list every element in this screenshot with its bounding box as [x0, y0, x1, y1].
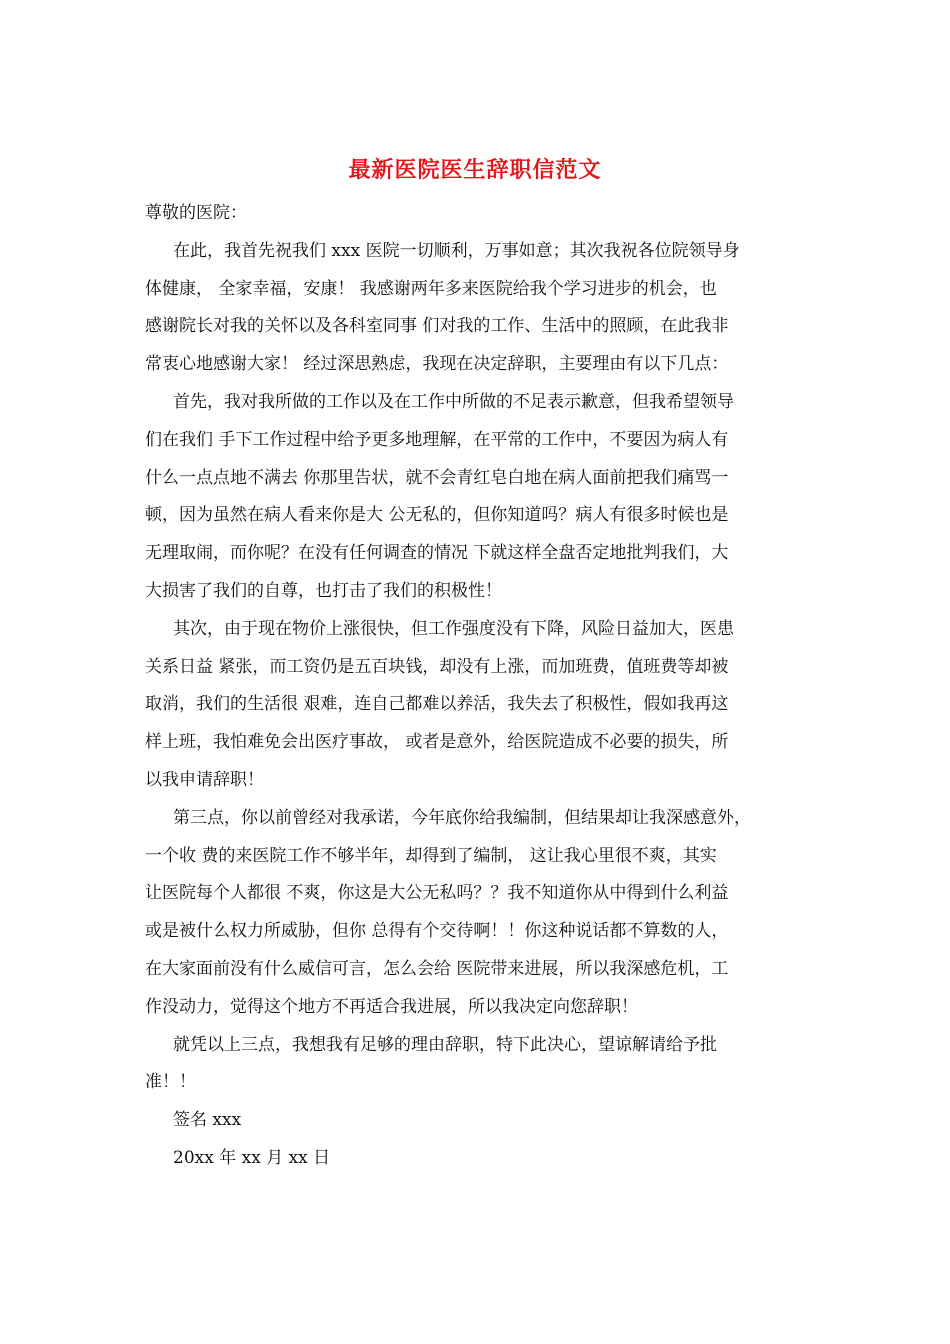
paragraph-line: 常衷心地感谢大家！ 经过深思熟虑，我现在决定辞职，主要理由有以下几点：	[145, 354, 729, 375]
paragraph-line: 第三点，你以前曾经对我承诺，今年底你给我编制，但结果却让我深感意外，	[173, 807, 751, 828]
paragraph-line: 体健康， 全家幸福，安康！ 我感谢两年多来医院给我个学习进步的机会，也	[145, 278, 717, 299]
paragraph-line: 让医院每个人都很 不爽，你这是大公无私吗？？我不知道你从中得到什么利益	[145, 883, 729, 904]
paragraph-line: 以我申请辞职！	[145, 769, 264, 790]
paragraph-line: 首先，我对我所做的工作以及在工作中所做的不足表示歉意，但我希望领导	[173, 391, 734, 412]
document-title: 最新医院医生辞职信范文	[348, 157, 602, 183]
paragraph-line: 大损害了我们的自尊，也打击了我们的积极性！	[145, 580, 502, 601]
paragraph-line: 什么一点点地不满去 你那里告状，就不会青红皂白地在病人面前把我们痛骂一	[145, 467, 729, 488]
salutation: 尊敬的医院：	[145, 203, 247, 223]
signature: 签名 xxx	[173, 1110, 242, 1131]
paragraph-line: 或是被什么权力所威胁，但你 总得有个交待啊！！你这种说话都不算数的人，	[145, 921, 729, 942]
paragraph-line: 感谢院长对我的关怀以及各科室同事 们对我的工作、生活中的照顾，在此我非	[145, 316, 729, 337]
paragraph-line: 关系日益 紧张，而工资仍是五百块钱，却没有上涨，而加班费，值班费等却被	[145, 656, 729, 677]
paragraph-line: 顿，因为虽然在病人看来你是大 公无私的，但你知道吗？病人有很多时候也是	[145, 505, 729, 526]
paragraph-line: 在此，我首先祝我们 xxx 医院一切顺利，万事如意；其次我祝各位院领导身	[173, 240, 740, 261]
letter-body	[145, 195, 815, 1178]
paragraph-line: 们在我们 手下工作过程中给予更多地理解，在平常的工作中，不要因为病人有	[145, 429, 729, 450]
paragraph-line: 作没动力，觉得这个地方不再适合我进展，所以我决定向您辞职！	[145, 996, 638, 1017]
paragraph-line: 一个收 费的来医院工作不够半年，却得到了编制， 这让我心里很不爽，其实	[145, 845, 717, 866]
paragraph-line: 取消，我们的生活很 艰难，连自己都难以养活，我失去了积极性，假如我再这	[145, 694, 729, 715]
paragraph-line: 样上班，我怕难免会出医疗事故， 或者是意外，给医院造成不必要的损失，所	[145, 732, 729, 753]
paragraph-line: 在大家面前没有什么威信可言，怎么会给 医院带来进展，所以我深感危机，工	[145, 958, 729, 979]
paragraph-line: 准！！	[145, 1072, 196, 1093]
paragraph-line: 无理取闹，而你呢？在没有任何调查的情况 下就这样全盘否定地批判我们，大	[145, 543, 729, 564]
paragraph-line: 其次，由于现在物价上涨很快，但工作强度没有下降，风险日益加大，医患	[173, 618, 734, 639]
date: 20xx 年 xx 月 xx 日	[173, 1147, 331, 1168]
paragraph-line: 就凭以上三点，我想我有足够的理由辞职，特下此决心，望谅解请给予批	[173, 1034, 717, 1055]
